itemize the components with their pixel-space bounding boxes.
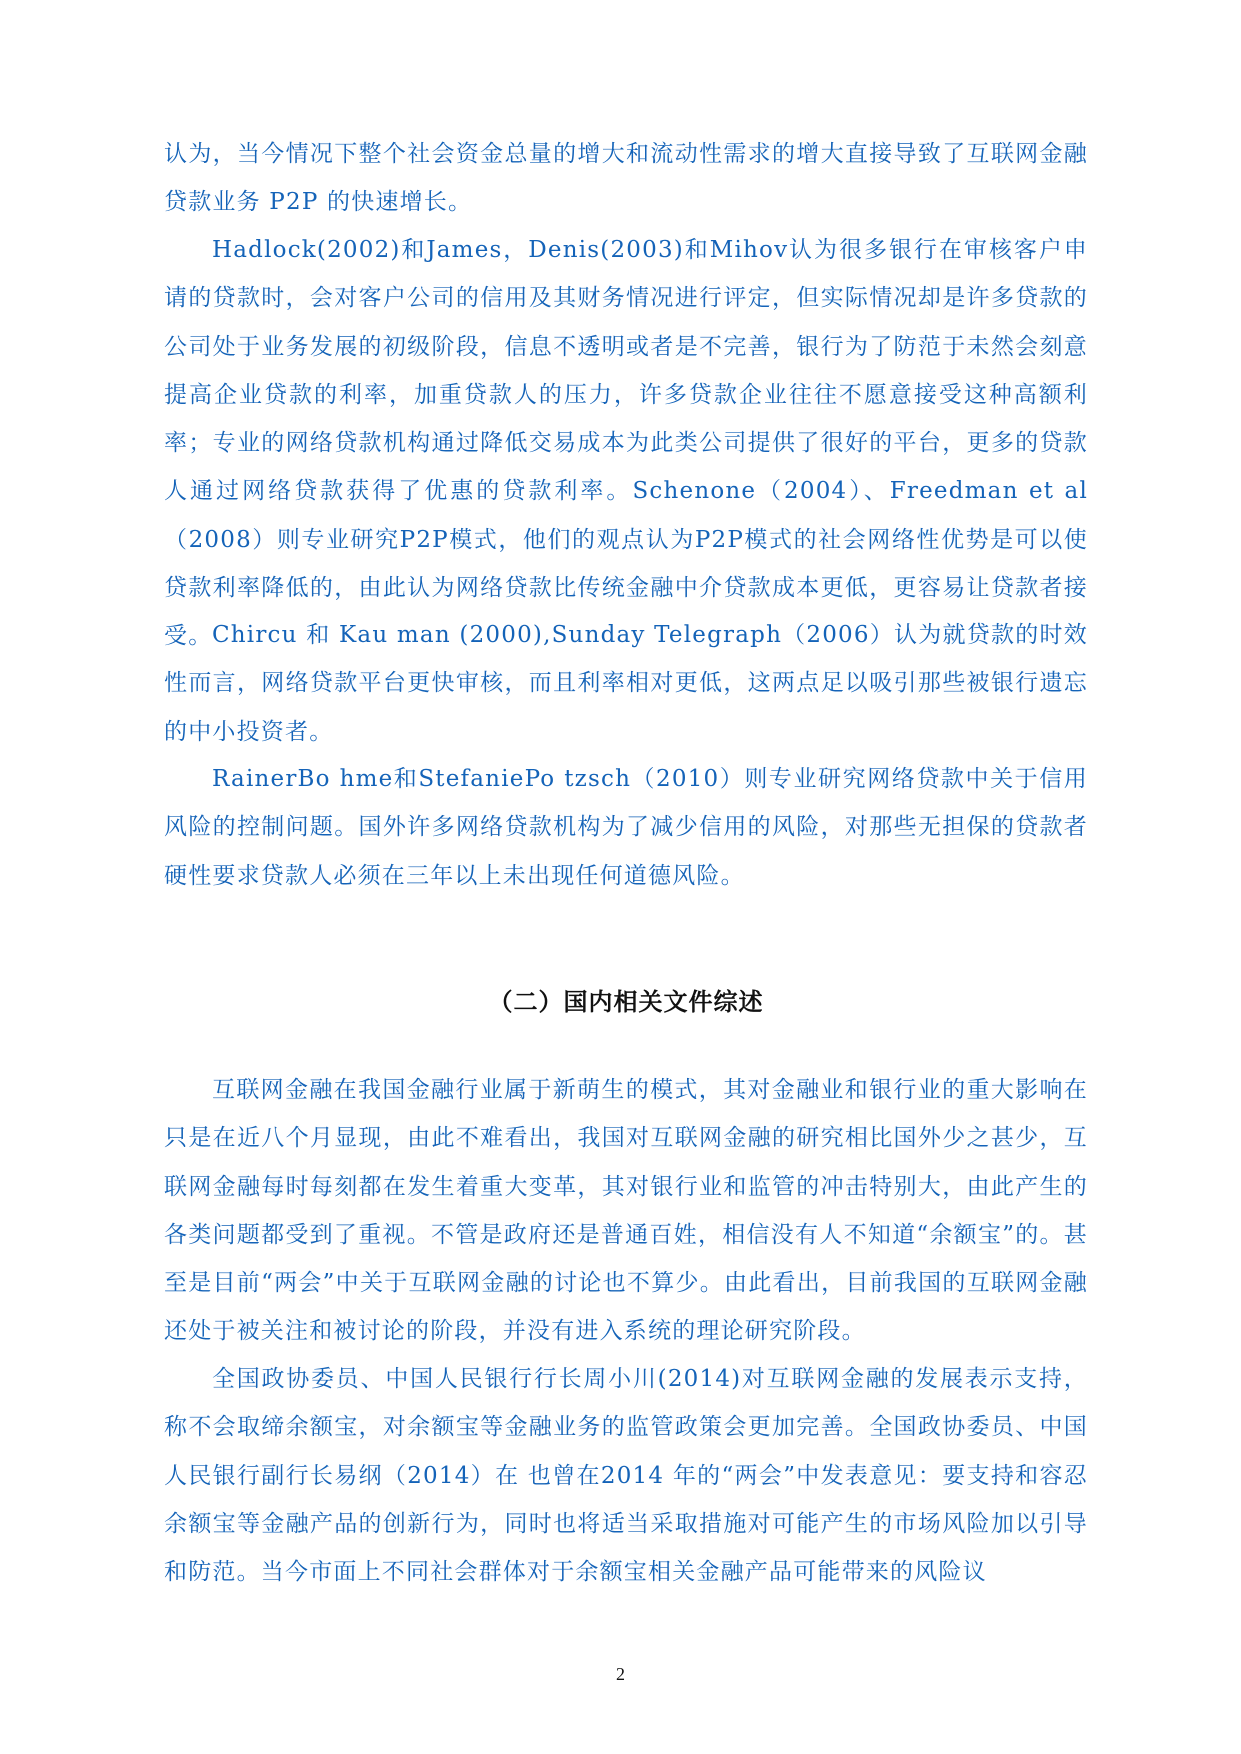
section-heading-domestic-review: （二）国内相关文件综述 xyxy=(488,987,764,1016)
paragraph-domestic-internet-finance: 互联网金融在我国金融行业属于新萌生的模式，其对金融业和银行业的重大影响在只是在近八个月显现，由此不难看出，我国对互联网金融的研究相比国外少之甚少，互联网金融每时每刻都在发生着重大变革，其对银行业和监管的冲击特别大，由此产生的各类问题都受到了重视。不管是政府还是普通百姓，相信没有人不知道“余额宝”的。甚至是目前“两会”中关于互联网金融的讨论也不算少。由此看出，目前我国的互联网金融还处于被关注和被讨论的阶段，并没有进入系统的理论研究阶段。 xyxy=(164,1077,1088,1345)
paragraph-p2p-growth: 认为，当今情况下整个社会资金总量的增大和流动性需求的增大直接导致了互联网金融贷款业务 P2P 的快速增长。 xyxy=(164,141,1088,216)
paragraph-zhou-xiaochuan-yi-gang: 全国政协委员、中国人民银行行长周小川(2014)对互联网金融的发展表示支持，称不会取缔余额宝，对余额宝等金融业务的监管政策会更加完善。全国政协委员、中国人民银行副行长易纲（2014）在 也曾在2014 年的“两会”中发表意见：要支持和容忍余额宝等金融产品的创新行为，同时也将适当采取措施对可能产生的市场风险加以引导和防范。当今市面上不同社会群体对于余额宝相关金融产品可能带来的风险议 xyxy=(164,1366,1088,1586)
paragraph-bohme-potzsch: RainerBo hme和StefaniePo tzsch（2010）则专业研究网络贷款中关于信用风险的控制问题。国外许多网络贷款机构为了减少信用的风险，对那些无担保的贷款者硬性要求贷款人必须在三年以上未出现任何道德风险。 xyxy=(164,766,1088,889)
page-number: 2 xyxy=(616,1664,625,1684)
paragraph-hadlock-james-denis: Hadlock(2002)和James，Denis(2003)和Mihov认为很多银行在审核客户申请的贷款时，会对客户公司的信用及其财务情况进行评定，但实际情况却是许多贷款的公司处于业务发展的初级阶段，信息不透明或者是不完善，银行为了防范于未然会刻意提高企业贷款的利率，加重贷款人的压力，许多贷款企业往往不愿意接受这种高额利率；专业的网络贷款机构通过降低交易成本为此类公司提供了很好的平台，更多的贷款人通过网络贷款获得了优惠的贷款利率。Schenone（2004）、Freedman et al（2008）则专业研究P2P模式，他们的观点认为P2P模式的社会网络性优势是可以使贷款利率降低的，由此认为网络贷款比传统金融中介贷款成本更低，更容易让贷款者接受。 xyxy=(164,237,1088,650)
paragraph-chircu-kauffman: Chircu 和 Kau man (2000),Sunday Telegraph（2006）认为就贷款的时效性而言，网络贷款平台更快审核，而且利率相对更低，这两点足以吸引那些被银行遗忘的中小投资者。 xyxy=(164,622,1088,745)
